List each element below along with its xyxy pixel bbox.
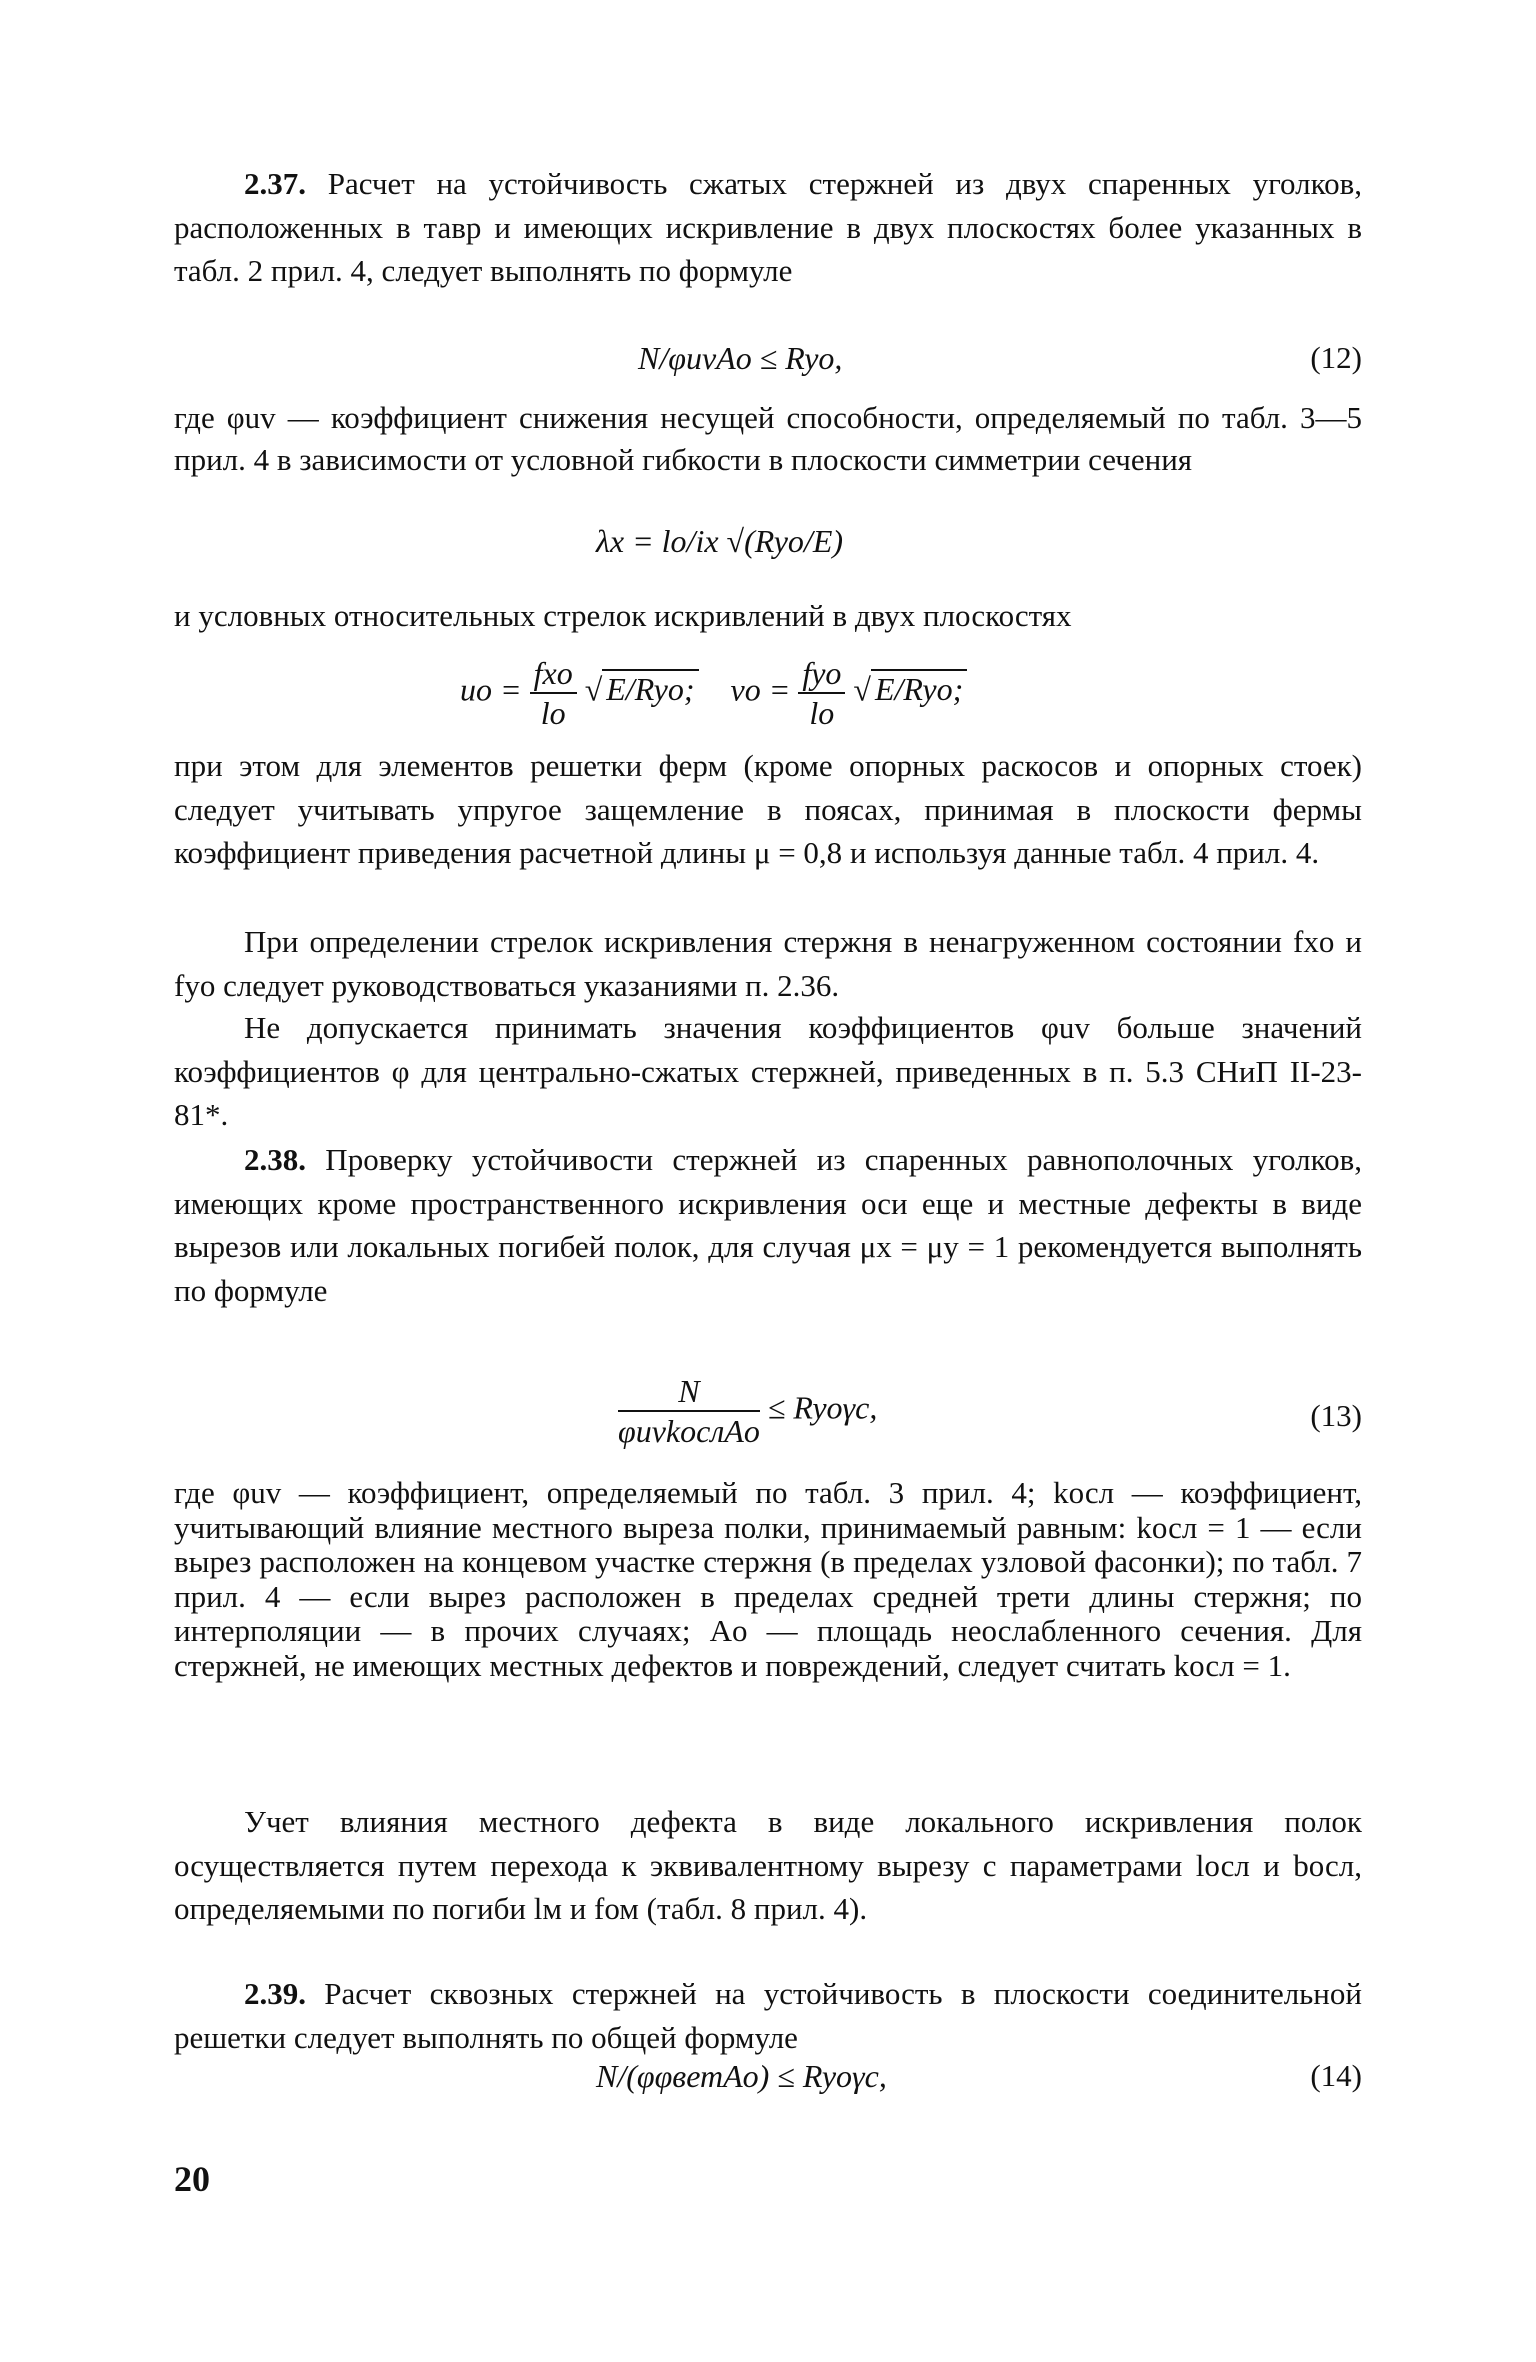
paragraph-definition: При определении стрелок искривления стержня в ненагруженном состоянии fxo и fyo следует руководствоваться указаниями п. 2.36. <box>174 924 1362 1003</box>
formula-number-12: (12) <box>1310 340 1362 375</box>
paragraph-arrows: и условных относительных стрелок искривлений в двух плоскостях <box>174 598 1072 633</box>
u-denominator: lo <box>540 695 566 731</box>
paragraph-limit: Не допускается принимать значения коэффициентов φuv больше значений коэффициентов φ для центрально-сжатых стержней, приведенных в п. 5.3 СНиП II-23-81*. <box>174 1010 1362 1132</box>
paragraph-where-k: где φuv — коэффициент, определяемый по табл. 3 прил. 4; kосл — коэффициент, учитывающий влияние местного выреза полки, принимаемый равным: kосл = 1 — если вырез расположен на концевом участке стержня (в пределах узловой фасонки); по табл. 7 прил. 4 — если вырез расположен в пределах средней трети длины стержня; по интерполяции — в прочих случаях; Ao — площадь неослабленного сечения. Для стержней, не имеющих местных дефектов и повреждений, следует считать kосл = 1. <box>174 1475 1362 1683</box>
paragraph-text: Расчет сквозных стержней на устойчивость в плоскости соединительной решетки следует выполнять по общей формуле <box>174 1976 1362 2055</box>
formula-lambda: λx = lo/ix √(Ryo/E) <box>596 523 844 559</box>
paragraph-text: Расчет на устойчивость сжатых стержней из двух спаренных уголков, расположенных в тавр и имеющих искривление в двух плоскостях более указанных в табл. 2 прил. 4, следует выполнять по формуле <box>174 166 1362 288</box>
v-root: E/Ryo; <box>871 669 967 707</box>
section-number: 2.37. <box>244 166 306 201</box>
section-number: 2.39. <box>244 1976 306 2011</box>
paragraph-2-38 <box>174 1138 1362 1312</box>
formula-number-13: (13) <box>1310 1398 1362 1433</box>
paragraph-where-phi: где φuv — коэффициент снижения несущей способности, определяемый по табл. 3—5 прил. 4 в зависимости от условной гибкости в плоскости симметрии сечения <box>174 400 1362 477</box>
formula-13-denominator: φuvkослAo <box>618 1413 760 1449</box>
v-denominator: lo <box>809 695 835 731</box>
formula-13-fraction <box>618 1372 760 1450</box>
formula-13-numerator: N <box>618 1372 760 1412</box>
u-lhs: uo = <box>460 671 522 708</box>
v-fraction <box>798 654 845 732</box>
formula-14: N/(φφветAo) ≤ Ryoγc, <box>596 2058 887 2094</box>
formula-12: N/φuvAo ≤ Ryo, <box>638 340 843 376</box>
v-numerator: fyo <box>798 654 845 694</box>
formula-number-14: (14) <box>1310 2058 1362 2093</box>
section-number: 2.38. <box>244 1142 306 1177</box>
u-fraction <box>530 654 577 732</box>
formula-13 <box>618 1372 877 1450</box>
paragraph-text: Проверку устойчивости стержней из спаренных равнополочных уголков, имеющих кроме пространственного искривления оси еще и местные дефекты в виде вырезов или локальных погибей полок, для случая μx = μy = 1 рекомендуется выполнять по формуле <box>174 1142 1362 1308</box>
u-root: E/Ryo; <box>602 669 698 707</box>
paragraph-2-39 <box>174 1972 1362 2059</box>
v-lhs: vo = <box>730 671 791 708</box>
formula-u-v: uo = $\frac{\text{fxo}}{lo}$ √ E/Ryo; vo = $\frac{\text{fyo}}{lo}$ √ E/Ryo; <box>460 654 967 732</box>
paragraph-2-37 <box>174 162 1362 293</box>
paragraph-local-defect: Учет влияния местного дефекта в виде локального искривления полок осуществляется путем перехода к эквивалентному вырезу с параметрами lосл и bосл, определяемыми по погиби lм и fом (табл. 8 прил. 4). <box>174 1804 1362 1926</box>
u-numerator: fxo <box>530 654 577 694</box>
formula-13-rhs: ≤ Ryoγc, <box>767 1389 878 1426</box>
page-number: 20 <box>174 2159 210 2199</box>
paragraph-truss: при этом для элементов решетки ферм (кроме опорных раскосов и опорных стоек) следует учитывать упругое защемление в поясах, принимая в плоскости фермы коэффициент приведения расчетной длины μ = 0,8 и используя данные табл. 4 прил. 4. <box>174 748 1362 870</box>
